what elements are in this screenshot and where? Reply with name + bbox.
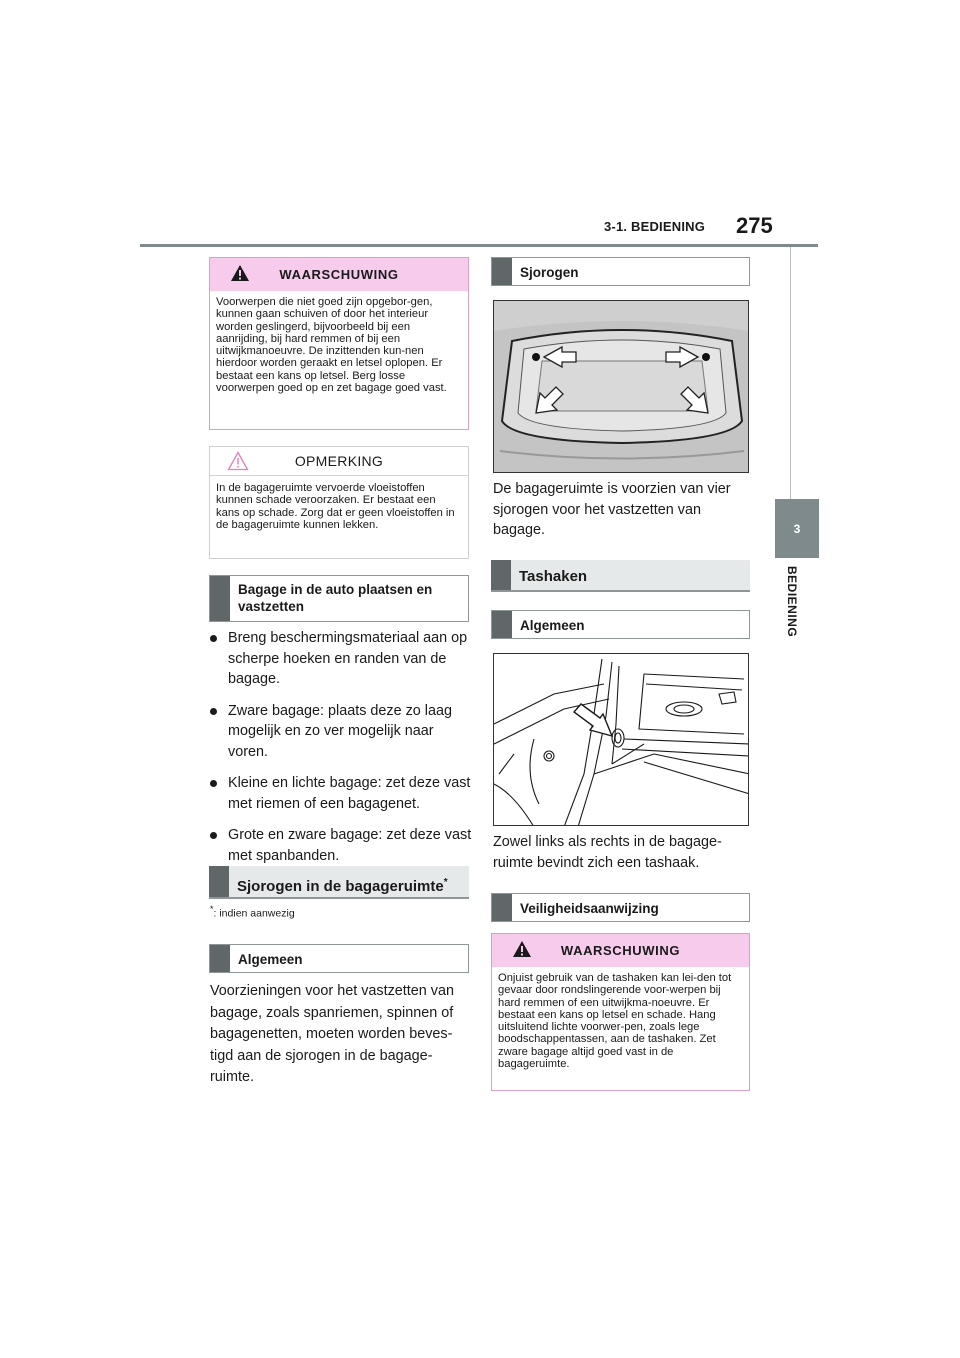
heading-block <box>492 611 512 638</box>
heading-veiligheidsaanwijzing <box>491 893 750 922</box>
notice-text: In de bagageruimte vervoerde vloeistoffen kunnen schade veroorzaken. Er bestaat een kans op schade. Zorg dat er geen vloeistoffen in de bagageruimte kunnen lekken. <box>216 482 455 532</box>
footnote-text: : indien aanwezig <box>213 907 295 920</box>
heading-text: Algemeen <box>238 952 303 967</box>
warning-triangle-icon <box>512 940 532 958</box>
section-title: 3-1. BEDIENING <box>604 219 706 234</box>
notice-title: OPMERKING <box>294 453 384 469</box>
heading-tashaken <box>491 560 750 592</box>
heading-text: Veiligheidsaanwijzing <box>520 901 659 916</box>
heading-sjorogen <box>491 257 750 286</box>
notice-box-liquids <box>209 446 469 559</box>
warning-box-bag-hooks <box>491 933 750 1091</box>
heading-algemeen-left <box>209 944 469 973</box>
header-rule <box>140 244 818 247</box>
heading-block <box>492 894 512 921</box>
notice-triangle-icon <box>227 451 249 471</box>
bullet-icon <box>210 780 217 787</box>
list-item: Breng beschermingsmateriaal aan op scherpe hoeken en randen van de bagage. <box>210 628 472 690</box>
paragraph-voorzieningen: Voorzieningen voor het vastzetten van bagage, zoals spanriemen, spinnen of bagagenetten, moeten worden beves-tigd aan de sjorogen in de bagage-ruimte. <box>210 983 455 1085</box>
page-number: 275 <box>736 213 773 238</box>
side-tab-number: 3 <box>775 499 819 558</box>
bullet-icon <box>210 832 217 839</box>
heading-text: Bagage in de auto plaatsen en vastzetten <box>238 582 433 614</box>
bag-hook-line-drawing <box>494 654 749 826</box>
bullet-icon <box>210 708 217 715</box>
warning-title: WAARSCHUWING <box>560 943 681 958</box>
list-item: Zware bagage: plaats deze zo laag mogelijk en zo ver mogelijk naar voren. <box>210 701 472 763</box>
asterisk-mark: * <box>443 877 448 888</box>
heading-block <box>492 258 512 285</box>
heading-block <box>210 945 230 972</box>
side-tab-line <box>790 247 791 499</box>
heading-bagage-plaatsen <box>209 575 469 622</box>
warning-box-loose-items <box>209 257 469 430</box>
heading-block <box>210 576 230 621</box>
heading-text: Sjorogen in de bagageruimte* <box>237 877 448 895</box>
warning-title: WAARSCHUWING <box>279 267 399 282</box>
heading-block <box>491 560 511 590</box>
warning-text: Voorwerpen die niet goed zijn opgebor-gen, kunnen gaan schuiven of door het interieur worden geslingerd, bijvoorbeeld bij een aanrijding, bij hard remmen of bij een uitwijkmanoeuvre. De inzittenden kun-nen hierdoor worden geraakt en letsel oplopen. Er bestaat een kans op letsel. Berg losse voorwerpen goed op en zet bagage goed vast. <box>216 296 447 395</box>
heading-text: Algemeen <box>520 618 585 633</box>
heading-text: Tashaken <box>519 568 588 585</box>
bullet-list <box>210 628 472 877</box>
heading-text: Sjorogen <box>520 265 579 280</box>
warning-triangle-icon <box>230 264 250 282</box>
heading-block <box>209 866 229 897</box>
notice-header <box>210 447 468 476</box>
warning-text: Onjuist gebruik van de tashaken kan lei-den tot gevaar door rondslingerende voor-werpen bij hard remmen of een uitwijkma-noeuvre. Er bestaat een kans op letsel en schade. Hang uitsluitend lichte voorwer-pen, zoals lege boodschappentassen, aan de tashaken. Zet zware bagage altijd goed vast in de bagageruimte. <box>498 972 732 1071</box>
list-item: Kleine en lichte bagage: zet deze vast met riemen of een bagagenet. <box>210 773 472 814</box>
bag-hook-illustration <box>493 653 749 826</box>
trunk-lashing-eyes-image <box>494 301 749 473</box>
luggage-compartment-illustration <box>493 300 749 473</box>
heading-algemeen-right <box>491 610 750 639</box>
footnote <box>210 904 295 920</box>
warning-header <box>492 934 749 967</box>
footnote-mark: * <box>210 904 214 914</box>
side-tab-label: BEDIENING <box>785 566 799 638</box>
heading-sjorogen-bagageruimte <box>209 866 469 899</box>
caption-tashaken: Zowel links als rechts in de bagage-ruimte bevindt zich een tashaak. <box>493 834 722 871</box>
list-item: Grote en zware bagage: zet deze vast met spanbanden. <box>210 825 472 866</box>
caption-sjorogen: De bagageruimte is voorzien van vier sjorogen voor het vastzetten van bagage. <box>493 481 731 538</box>
bullet-icon <box>210 635 217 642</box>
warning-header <box>210 258 468 291</box>
